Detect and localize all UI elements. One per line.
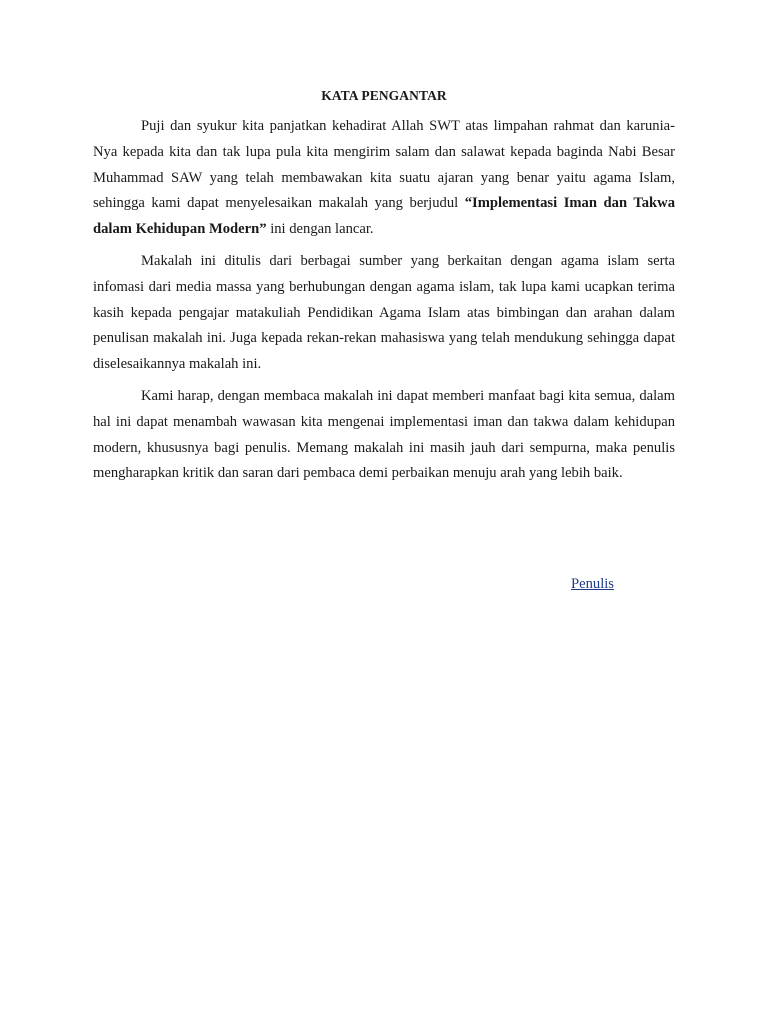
signature-link[interactable]: Penulis: [571, 576, 614, 592]
paragraph-1-bold-title: “Implementasi Iman dan Takwa dalam Kehidupan Modern”: [93, 195, 675, 238]
document-body: [93, 86, 675, 493]
paragraph-2: Makalah ini ditulis dari berbagai sumber yang berkaitan dengan agama islam serta infomasi dari media massa yang berhubungan dengan agama islam, tak lupa kami ucapkan terima kasih kepada pengajar matakuliah Pendidikan Agama Islam atas bimbingan dan arahan dalam penulisan makalah ini. Juga kepada rekan-rekan mahasiswa yang telah mendukung sehingga dapat diselesaikannya makalah ini.: [93, 252, 675, 373]
page-title: KATA PENGANTAR: [321, 88, 447, 103]
paragraph-3: Kami harap, dengan membaca makalah ini dapat memberi manfaat bagi kita semua, dalam hal ini dapat menambah wawasan kita mengenai implementasi iman dan takwa dalam kehidupan modern, khususnya bagi penulis. Memang makalah ini masih jauh dari sempurna, maka penulis mengharapkan kritik dan saran dari pembaca demi perbaikan menuju arah yang lebih baik.: [93, 387, 675, 482]
paragraph-1: [93, 114, 675, 243]
paragraph-1-text-before: Puji dan syukur kita panjatkan kehadirat Allah SWT atas limpahan rahmat dan karunia-Nya kepada kita dan tak lupa pula kita mengirim salam dan salawat kepada baginda Nabi Besar Muhammad SAW yang telah membawakan kita suatu ajaran yang benar yaitu agama Islam, sehingga kami dapat menyelesaikan makalah yang berjudul: [93, 118, 675, 212]
paragraph-1-text-after: ini dengan lancar.: [266, 221, 374, 238]
